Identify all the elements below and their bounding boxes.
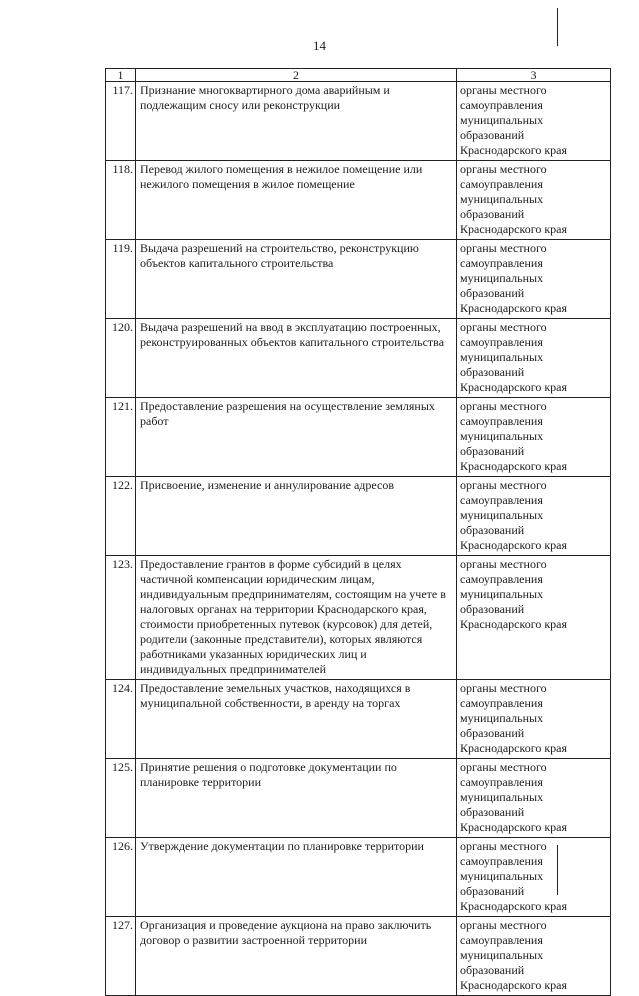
- responsible-authority: органы местного самоуправления муниципальных образований Краснодарского края: [457, 240, 611, 319]
- row-number: 126.: [106, 838, 136, 917]
- services-table: [105, 68, 611, 996]
- service-name: Предоставление земельных участков, находящихся в муниципальной собственности, в аренду на торгах: [136, 680, 457, 759]
- row-number: 127.: [106, 917, 136, 996]
- responsible-authority: органы местного самоуправления муниципальных образований Краснодарского края: [457, 680, 611, 759]
- service-name: Организация и проведение аукциона на право заключить договор о развитии застроенной территории: [136, 917, 457, 996]
- responsible-authority: органы местного самоуправления муниципальных образований Краснодарского края: [457, 838, 611, 917]
- row-number: 125.: [106, 759, 136, 838]
- margin-line-top: [557, 8, 558, 46]
- service-name: Утверждение документации по планировке территории: [136, 838, 457, 917]
- table-row: [106, 759, 611, 838]
- service-name: Предоставление грантов в форме субсидий в целях частичной компенсации юридическим лицам, индивидуальным предпринимателям, состоящим на учете в налоговых органах на территории Краснодарского края, стоимости приобретенных путевок (курсовок) для детей, родители (законные представители), которых являются работниками указанных юридических лиц и индивидуальных предпринимателей: [136, 556, 457, 680]
- row-number: 118.: [106, 161, 136, 240]
- row-number: 122.: [106, 477, 136, 556]
- row-number: 123.: [106, 556, 136, 680]
- table-row: [106, 917, 611, 996]
- row-number: 120.: [106, 319, 136, 398]
- row-number: 121.: [106, 398, 136, 477]
- responsible-authority: органы местного самоуправления муниципальных образований Краснодарского края: [457, 319, 611, 398]
- service-name: Присвоение, изменение и аннулирование адресов: [136, 477, 457, 556]
- responsible-authority: органы местного самоуправления муниципальных образований Краснодарского края: [457, 82, 611, 161]
- service-name: Предоставление разрешения на осуществление земляных работ: [136, 398, 457, 477]
- header-col-2: 2: [136, 69, 457, 82]
- table-row: [106, 319, 611, 398]
- table-row: [106, 556, 611, 680]
- page-number: 14: [313, 38, 326, 53]
- responsible-authority: органы местного самоуправления муниципальных образований Краснодарского края: [457, 398, 611, 477]
- header-col-1: 1: [106, 69, 136, 82]
- responsible-authority: органы местного самоуправления муниципальных образований Краснодарского края: [457, 556, 611, 680]
- row-number: 119.: [106, 240, 136, 319]
- responsible-authority: органы местного самоуправления муниципальных образований Краснодарского края: [457, 759, 611, 838]
- service-name: Выдача разрешений на ввод в эксплуатацию построенных, реконструированных объектов капитального строительства: [136, 319, 457, 398]
- service-name: Перевод жилого помещения в нежилое помещение или нежилого помещения в жилое помещение: [136, 161, 457, 240]
- service-name: Выдача разрешений на строительство, реконструкцию объектов капитального строительства: [136, 240, 457, 319]
- table-row: [106, 477, 611, 556]
- responsible-authority: органы местного самоуправления муниципальных образований Краснодарского края: [457, 161, 611, 240]
- service-name: Принятие решения о подготовке документации по планировке территории: [136, 759, 457, 838]
- header-col-3: 3: [457, 69, 611, 82]
- table-row: [106, 680, 611, 759]
- table-row: [106, 161, 611, 240]
- row-number: 117.: [106, 82, 136, 161]
- row-number: 124.: [106, 680, 136, 759]
- responsible-authority: органы местного самоуправления муниципальных образований Краснодарского края: [457, 477, 611, 556]
- table-header-row: [106, 69, 611, 82]
- table-row: [106, 82, 611, 161]
- table-row: [106, 398, 611, 477]
- responsible-authority: органы местного самоуправления муниципальных образований Краснодарского края: [457, 917, 611, 996]
- table-row: [106, 240, 611, 319]
- service-name: Признание многоквартирного дома аварийным и подлежащим сносу или реконструкции: [136, 82, 457, 161]
